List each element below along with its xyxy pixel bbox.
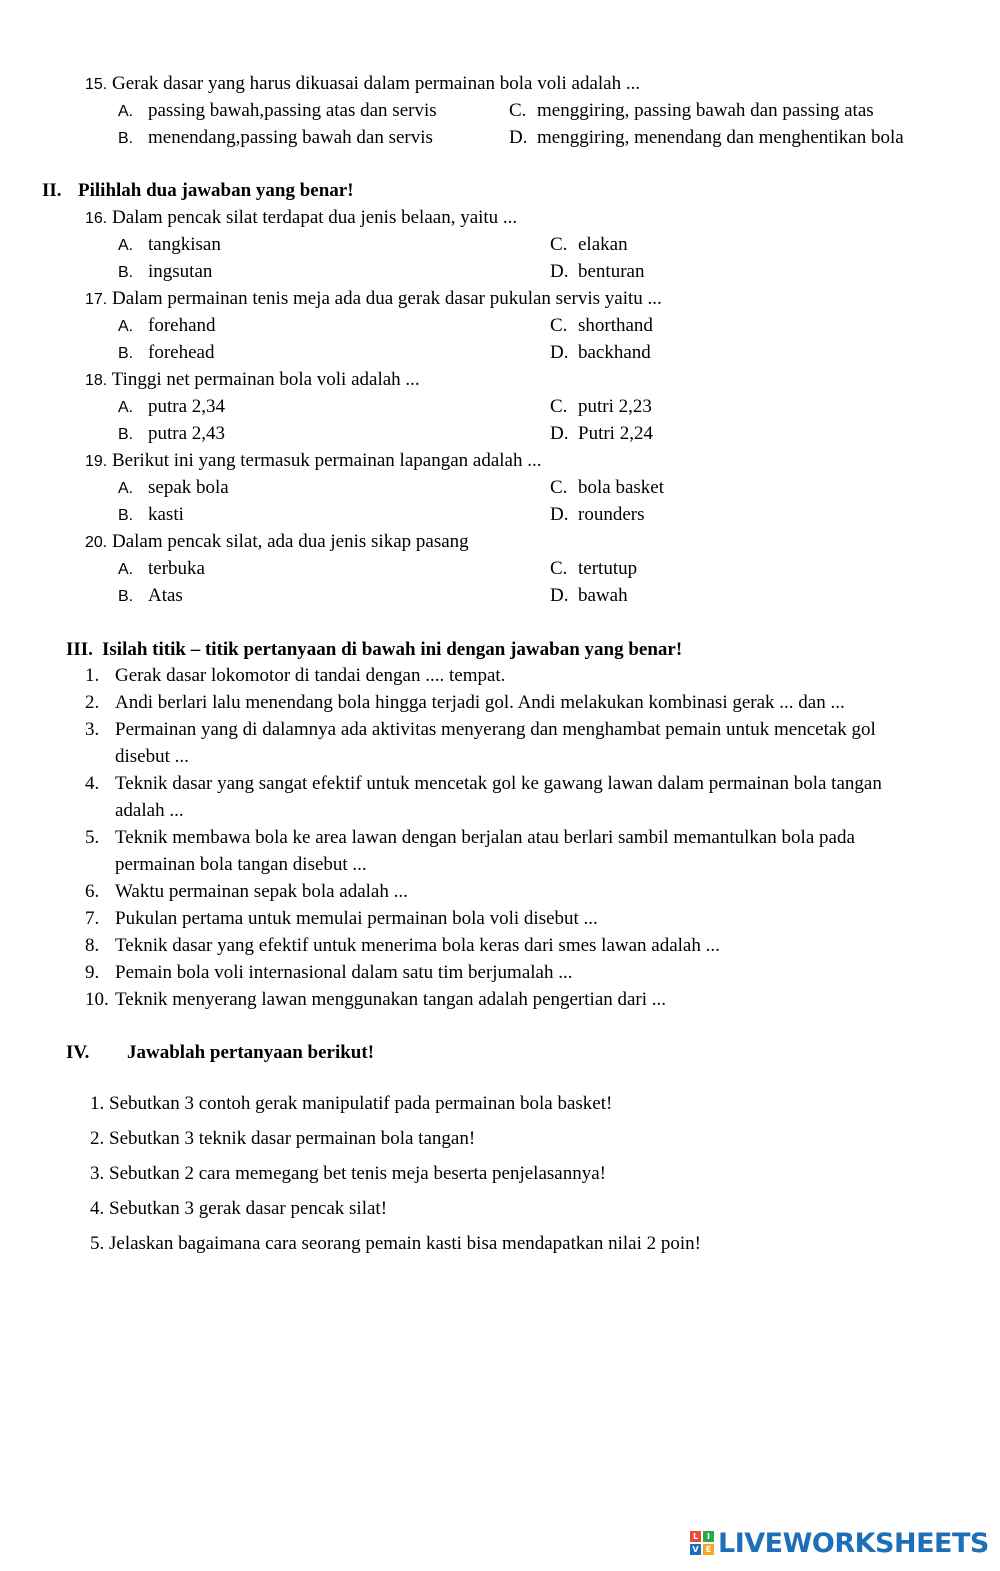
q15-number: 15.	[85, 76, 108, 93]
q19-option-c: C. bola basket	[550, 477, 665, 498]
section3-heading: III. Isilah titik – titik pertanyaan di bawah ini dengan jawaban yang benar!	[66, 639, 683, 660]
q20-option-c: C. tertutup	[550, 558, 638, 579]
q20-option-a: A. terbuka	[118, 558, 205, 579]
s3-item-3: 3. Permainan yang di dalamnya ada aktivitas menyerang dan menghambat pemain untuk mencetak gol	[85, 719, 876, 740]
s4-item-3: 3. Sebutkan 2 cara memegang bet tenis meja beserta penjelasannya!	[90, 1163, 606, 1184]
s3-item-4-cont: adalah ...	[115, 800, 184, 821]
q16-question: 16. Dalam pencak silat terdapat dua jenis belaan, yaitu ...	[85, 207, 518, 228]
s4-item-1: 1. Sebutkan 3 contoh gerak manipulatif pada permainan bola basket!	[90, 1093, 613, 1114]
q19-question: 19. Berikut ini yang termasuk permainan lapangan adalah ...	[85, 450, 542, 471]
q15-option-b: B. menendang,passing bawah dan servis	[118, 127, 433, 148]
q18-option-b: B. putra 2,43	[118, 423, 226, 444]
q20-option-d: D. bawah	[550, 585, 628, 606]
q17-option-d: D. backhand	[550, 342, 651, 363]
q15-option-c: C. menggiring, passing bawah dan passing atas	[509, 100, 874, 121]
s3-item-9: 9. Pemain bola voli internasional dalam satu tim berjumalah ...	[85, 962, 573, 983]
liveworksheets-logo	[690, 1525, 989, 1561]
s3-item-6: 6. Waktu permainan sepak bola adalah ...	[85, 881, 408, 902]
s3-item-2: 2. Andi berlari lalu menendang bola hingga terjadi gol. Andi melakukan kombinasi gerak ... dan ...	[85, 692, 845, 713]
q17-option-b: B. forehead	[118, 342, 215, 363]
q20-question: 20. Dalam pencak silat, ada dua jenis sikap pasang	[85, 531, 469, 552]
q18-question: 18. Tinggi net permainan bola voli adalah ...	[85, 369, 420, 390]
q18-option-a: A. putra 2,34	[118, 396, 226, 417]
s4-item-5: 5. Jelaskan bagaimana cara seorang pemain kasti bisa mendapatkan nilai 2 poin!	[90, 1233, 701, 1254]
q20-option-b: B. Atas	[118, 585, 183, 606]
q15-question	[85, 72, 640, 97]
s4-item-2: 2. Sebutkan 3 teknik dasar permainan bola tangan!	[90, 1128, 476, 1149]
s3-item-4: 4. Teknik dasar yang sangat efektif untuk mencetak gol ke gawang lawan dalam permainan bola tangan	[85, 773, 882, 794]
liveworksheets-logo-icon: L I V E	[690, 1531, 714, 1555]
q17-question: 17. Dalam permainan tenis meja ada dua gerak dasar pukulan servis yaitu ...	[85, 288, 662, 309]
s3-item-7: 7. Pukulan pertama untuk memulai permainan bola voli disebut ...	[85, 908, 598, 929]
q17-option-a: A. forehand	[118, 315, 216, 336]
q19-option-b: B. kasti	[118, 504, 184, 525]
q19-option-d: D. rounders	[550, 504, 645, 525]
q18-option-c: C. putri 2,23	[550, 396, 652, 417]
s3-item-5: 5. Teknik membawa bola ke area lawan dengan berjalan atau berlari sambil memantulkan bola pada	[85, 827, 855, 848]
q16-option-d: D. benturan	[550, 261, 645, 282]
s3-item-10: 10. Teknik menyerang lawan menggunakan tangan adalah pengertian dari ...	[85, 989, 667, 1010]
s3-item-3-cont: disebut ...	[115, 746, 189, 767]
q16-option-b: B. ingsutan	[118, 261, 213, 282]
q17-option-c: C. shorthand	[550, 315, 653, 336]
q16-option-a: A. tangkisan	[118, 234, 221, 255]
section4-heading: IV. Jawablah pertanyaan berikut!	[66, 1042, 375, 1063]
liveworksheets-logo-text: LIVEWORKSHEETS	[718, 1527, 989, 1559]
s3-item-1: 1. Gerak dasar lokomotor di tandai dengan .... tempat.	[85, 665, 506, 686]
s4-item-4: 4. Sebutkan 3 gerak dasar pencak silat!	[90, 1198, 388, 1219]
q16-option-c: C. elakan	[550, 234, 628, 255]
s3-item-5-cont: permainan bola tangan disebut ...	[115, 854, 367, 875]
q15-text: Gerak dasar yang harus dikuasai dalam permainan bola voli adalah ...	[112, 73, 641, 94]
section2-heading: II. Pilihlah dua jawaban yang benar!	[42, 180, 354, 201]
q15-option-d: D. menggiring, menendang dan menghentikan bola	[509, 127, 904, 148]
q18-option-d: D. Putri 2,24	[550, 423, 653, 444]
s3-item-8: 8. Teknik dasar yang efektif untuk menerima bola keras dari smes lawan adalah ...	[85, 935, 720, 956]
q15-option-a: A. passing bawah,passing atas dan servis	[118, 100, 437, 121]
q19-option-a: A. sepak bola	[118, 477, 229, 498]
